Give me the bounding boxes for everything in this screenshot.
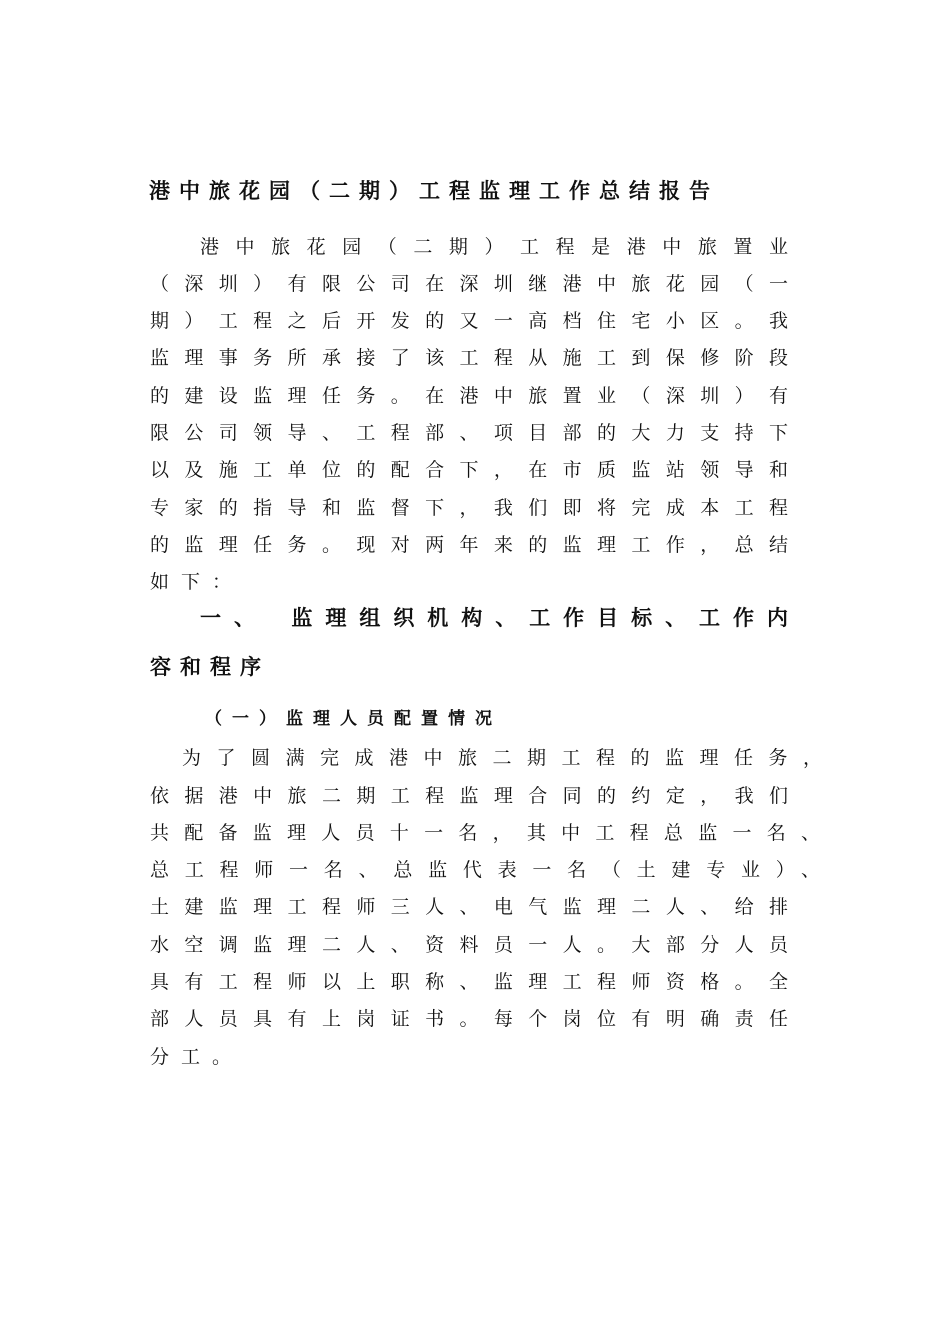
paragraph-line: 如下： xyxy=(150,571,244,593)
paragraph-line: 共配备监理人员十一名，其中工程总监一名、 xyxy=(150,822,820,844)
paragraph-line: 水空调监理二人、资料员一人。大部分人员 xyxy=(150,934,788,956)
paragraph-line: 总工程师一名、总监代表一名（土建专业）、 xyxy=(150,859,820,881)
paragraph-line: 为了圆满完成港中旅二期工程的监理任务， xyxy=(182,747,822,769)
paragraph-line: 依据港中旅二期工程监理合同的约定，我们 xyxy=(150,785,788,807)
paragraph-line: 以及施工单位的配合下，在市质监站领导和 xyxy=(150,459,788,481)
document-title: 港中旅花园（二期）工程监理工作总结报告 xyxy=(149,178,719,203)
paragraph-line: （深圳）有限公司在深圳继港中旅花园（一 xyxy=(150,273,788,295)
paragraph-line: 分工。 xyxy=(150,1046,244,1068)
paragraph-line: 专家的指导和监督下，我们即将完成本工程 xyxy=(150,497,788,519)
paragraph-line: 限公司领导、工程部、项目部的大力支持下 xyxy=(150,422,788,444)
paragraph-line: 的建设监理任务。在港中旅置业（深圳）有 xyxy=(150,385,788,407)
subsection-heading: （一）监理人员配置情况 xyxy=(205,709,502,729)
paragraph-line: 土建监理工程师三人、电气监理二人、给排 xyxy=(150,896,788,918)
paragraph-line: 港中旅花园（二期）工程是港中旅置业 xyxy=(200,236,788,258)
paragraph-line: 期）工程之后开发的又一高档住宅小区。我 xyxy=(150,310,788,332)
section-heading: 一、 监理组织机构、工作目标、工作内 xyxy=(200,605,788,630)
paragraph-line: 部人员具有上岗证书。每个岗位有明确责任 xyxy=(150,1008,788,1030)
paragraph-line: 具有工程师以上职称、监理工程师资格。全 xyxy=(150,971,788,993)
paragraph-line: 的监理任务。现对两年来的监理工作，总结 xyxy=(150,534,788,556)
paragraph-line: 监理事务所承接了该工程从施工到保修阶段 xyxy=(150,347,788,369)
section-heading: 容和程序 xyxy=(150,654,270,679)
